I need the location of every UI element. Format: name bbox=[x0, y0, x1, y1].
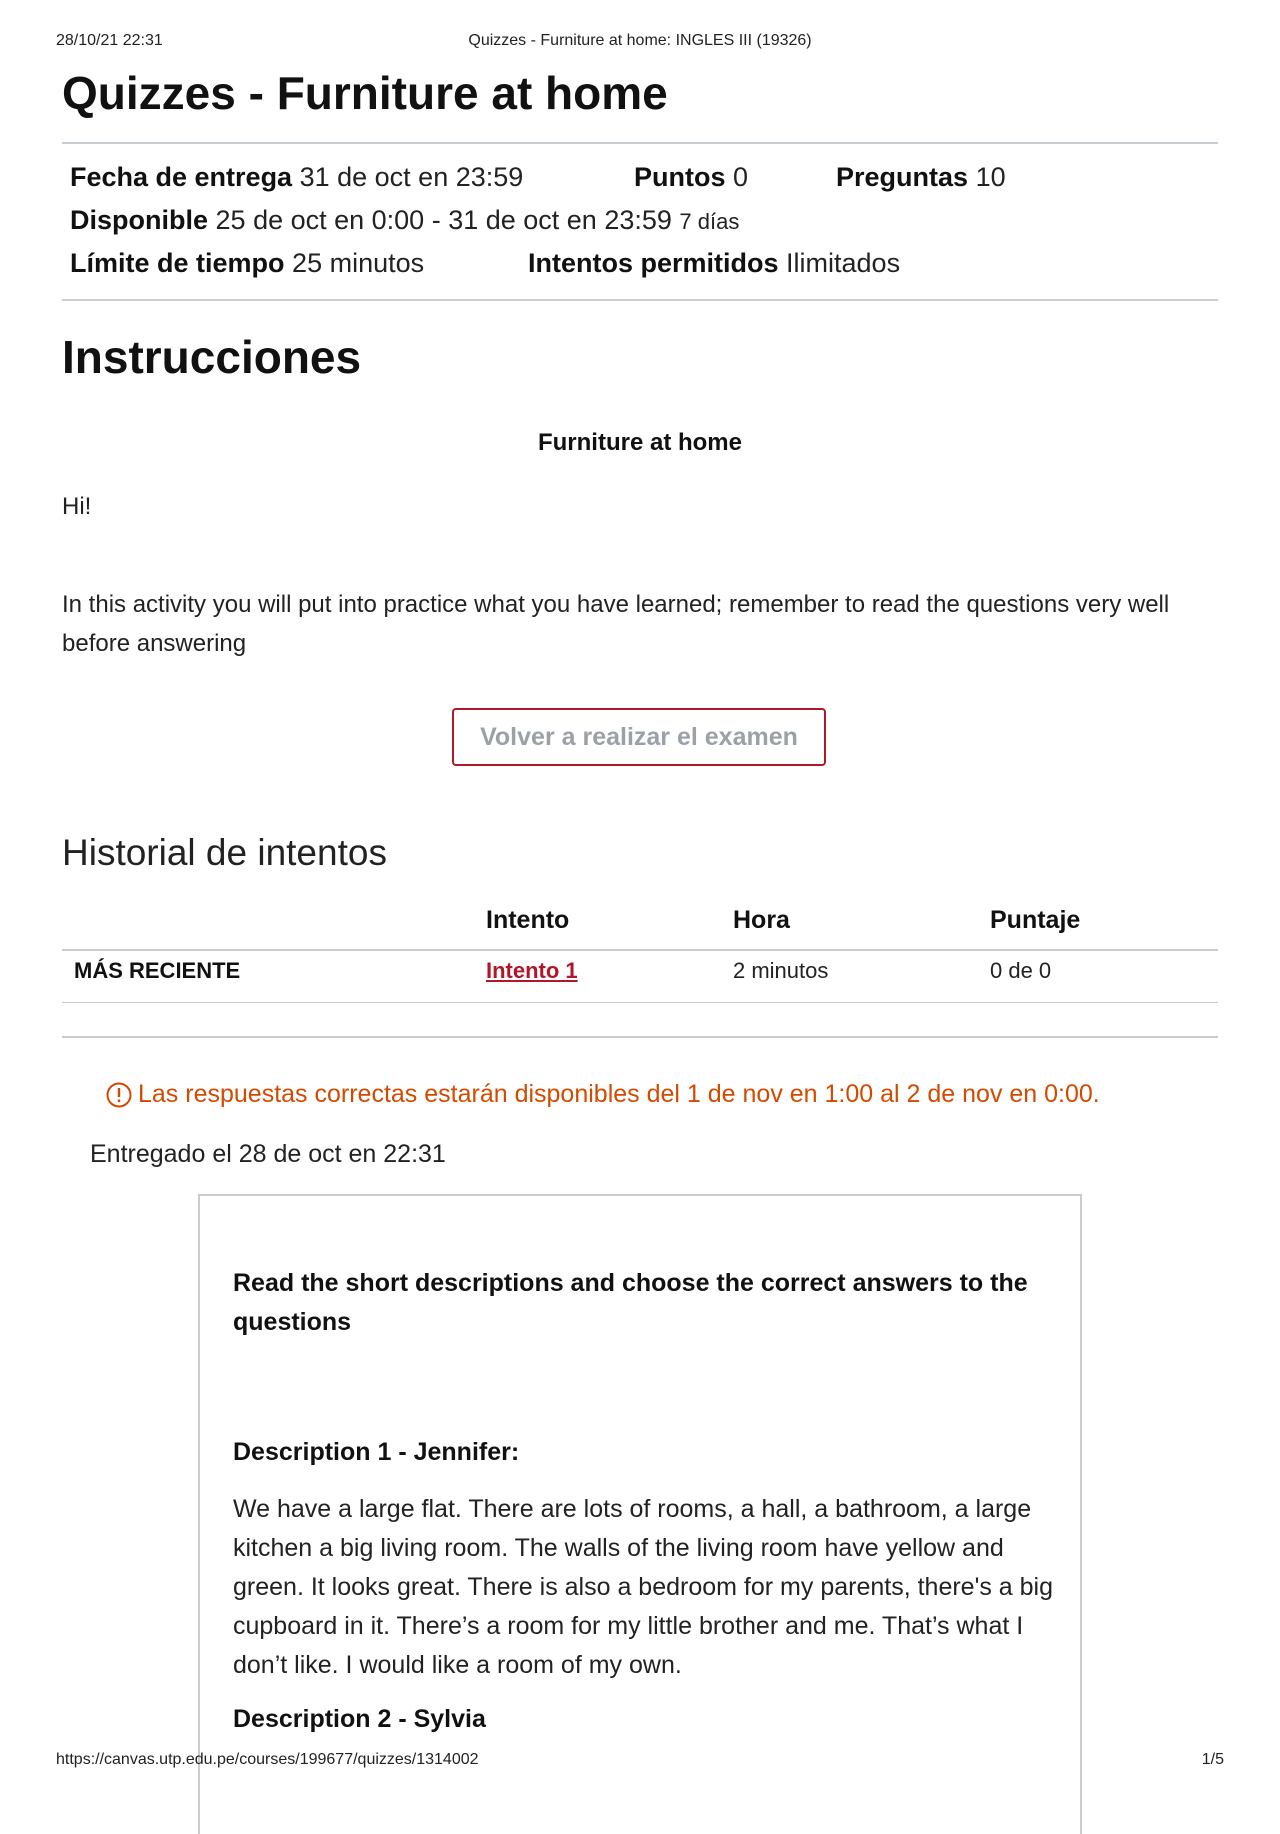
instructions-greeting: Hi! bbox=[62, 493, 92, 520]
answers-availability-notice bbox=[106, 1080, 1100, 1109]
page-title: Quizzes - Furniture at home bbox=[62, 67, 668, 119]
attempts-label: Intentos permitidos bbox=[528, 248, 779, 278]
history-divider bbox=[62, 1036, 1218, 1038]
points-label: Puntos bbox=[634, 162, 726, 192]
instructions-subtitle: Furniture at home bbox=[537, 429, 742, 456]
time-limit-value: 25 minutos bbox=[292, 248, 425, 278]
attempts-value: Ilimitados bbox=[786, 248, 901, 278]
time-limit bbox=[70, 248, 424, 279]
questions-label: Preguntas bbox=[836, 162, 969, 192]
instructions-heading: Instrucciones bbox=[62, 331, 362, 383]
due-date-value: 31 de oct en 23:59 bbox=[299, 162, 524, 192]
availability bbox=[70, 205, 739, 236]
description-1-title: Description 1 - Jennifer: bbox=[233, 1438, 520, 1466]
points-value: 0 bbox=[733, 162, 749, 192]
attempt-time: 2 minutos bbox=[733, 958, 829, 983]
attempt-history-heading: Historial de intentos bbox=[62, 832, 387, 873]
title-divider bbox=[62, 142, 1218, 144]
due-date bbox=[70, 162, 523, 193]
time-limit-label: Límite de tiempo bbox=[70, 248, 285, 278]
most-recent-label: MÁS RECIENTE bbox=[74, 958, 241, 983]
questions-count bbox=[836, 162, 1006, 193]
points bbox=[634, 162, 748, 193]
question-heading: Read the short descriptions and choose the correct answers to the questions bbox=[233, 1269, 1028, 1336]
table-header-divider bbox=[62, 949, 1218, 951]
meta-divider bbox=[62, 299, 1218, 301]
description-2-title: Description 2 - Sylvia bbox=[233, 1705, 486, 1733]
attempt-score: 0 de 0 bbox=[990, 958, 1052, 983]
attempts-allowed bbox=[528, 248, 900, 279]
available-days: 7 días bbox=[679, 209, 740, 234]
column-header-time: Hora bbox=[733, 906, 790, 934]
table-row-divider bbox=[62, 1002, 1218, 1003]
warning-icon bbox=[106, 1082, 132, 1108]
attempt-link[interactable]: Intento 1 bbox=[486, 958, 578, 983]
available-value: 25 de oct en 0:00 - 31 de oct en 23:59 bbox=[215, 205, 672, 235]
column-header-score: Puntaje bbox=[990, 906, 1081, 934]
question-card bbox=[198, 1194, 1082, 1834]
print-datetime: 28/10/21 22:31 bbox=[56, 32, 163, 49]
column-header-attempt: Intento bbox=[486, 906, 570, 934]
retake-quiz-button[interactable]: Volver a realizar el examen bbox=[452, 708, 826, 766]
due-date-label: Fecha de entrega bbox=[70, 162, 293, 192]
submitted-timestamp: Entregado el 28 de oct en 22:31 bbox=[90, 1140, 446, 1168]
available-label: Disponible bbox=[70, 205, 209, 235]
instructions-body: In this activity you will put into practice what you have learned; remember to read the questions very well before answering bbox=[62, 591, 1170, 657]
print-document-title: Quizzes - Furniture at home: INGLES III (19326) bbox=[468, 32, 812, 49]
notice-text: Las respuestas correctas estarán disponibles del 1 de nov en 1:00 al 2 de nov en 0:00. bbox=[138, 1080, 1100, 1108]
questions-value: 10 bbox=[975, 162, 1006, 192]
page-url: https://canvas.utp.edu.pe/courses/199677/quizzes/1314002 bbox=[56, 1751, 479, 1768]
page-number: 1/5 bbox=[1201, 1751, 1224, 1768]
description-1-text: We have a large flat. There are lots of rooms, a hall, a bathroom, a large kitchen a big living room. The walls of the living room have yellow and green. It looks great. There is also a bedroom for my parents, there's a big cupboard in it. There’s a room for my little brother and me. That’s what I don’t like. I would like a room of my own. bbox=[233, 1495, 1054, 1679]
